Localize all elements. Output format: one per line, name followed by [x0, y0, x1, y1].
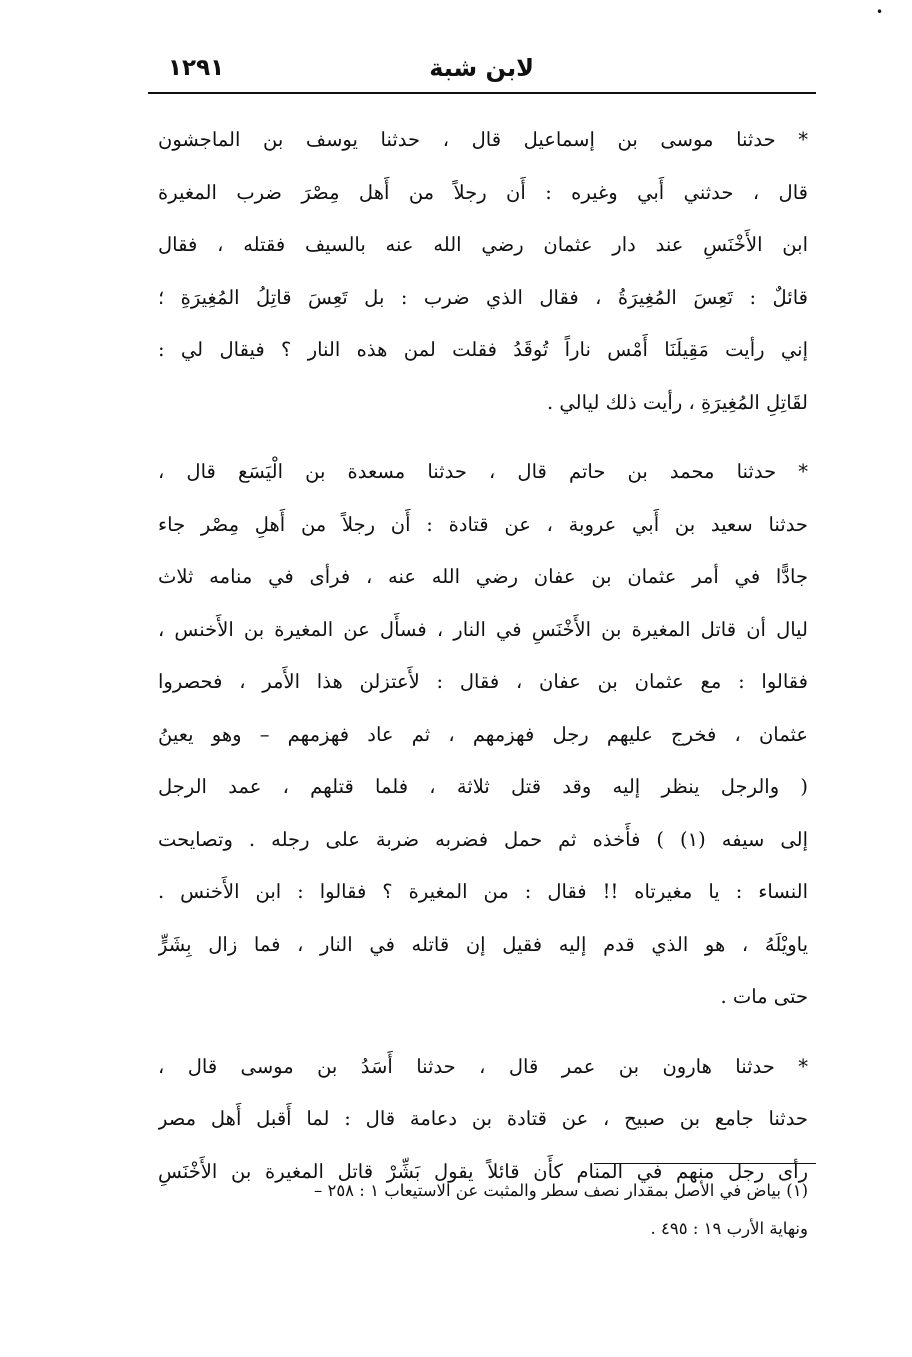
corner-mark: •: [876, 5, 884, 19]
text-line: ياويْلَهُ ، هو الذي قدم إليه فقيل إن قاتله في النار ، فما زال بِشَرٍّ: [158, 932, 808, 956]
text-line: * حدثنا موسى بن إسماعيل قال ، حدثنا يوسف بن الماجشون: [158, 128, 808, 151]
page-header: [148, 42, 816, 92]
text-line: لقَاتِلِ المُغِيرَةِ ، رأيت ذلك ليالي .: [547, 390, 808, 414]
text-line: عثمان ، فخرج عليهم رجل فهزمهم ، ثم عاد فهزمهم – وهو يعينُ: [158, 722, 808, 746]
text-line: ليال أن قاتل المغيرة بن الأَخْنَسِ في النار ، فسأَل عن المغيرة بن الأَخنس ،: [158, 617, 808, 641]
running-title: لابن شبة: [429, 54, 534, 82]
text-line: حتى مات .: [720, 985, 808, 1008]
main-text: [158, 114, 808, 1198]
text-line: إني رأيت مَقِيلَنَا أَمْس ناراً تُوقَدُ فقلت لمن هذه النار ؟ فيقال لي :: [158, 338, 808, 361]
text-line: فقالوا : مع عثمان بن عفان ، فقال : لأَعتزلن هذا الأَمر ، فحصروا: [158, 670, 808, 693]
text-line: رأى رجل منهم في المنام كأَن قائلاً يقول بَشِّرْ قاتل المغيرة بن الأَخْنَسِ: [158, 1159, 808, 1183]
text-line: قائلٌ : تَعِسَ المُغِيرَةُ ، فقال الذي ضرب : بل تَعِسَ قاتِلُ المُغِيرَةِ ؛: [158, 285, 808, 309]
text-line: قال ، حدثني أَبي وغيره : أَن رجلاً من أَهل مِصْرَ ضرب المغيرة: [158, 180, 808, 204]
text-line: * حدثنا محمد بن حاتم قال ، حدثنا مسعدة بن الْيَسَع قال ،: [158, 460, 808, 483]
text-line: النساء : يا مغيرتاه !! فقال : من المغيرة ؟ فقالوا : ابن الأَخنس .: [158, 880, 808, 903]
footnote-line: (١) بياض في الأصل بمقدار نصف سطر والمثبت عن الاستيعاب ١ : ٢٥٨ –: [313, 1181, 808, 1200]
text-line: ابن الأَخْنَسِ عند دار عثمان رضي الله عنه بالسيف فقتله ، فقال: [158, 233, 808, 256]
text-line: حدثنا جامع بن صبيح ، عن قتادة بن دعامة قال : لما أَقبل أَهل مصر: [158, 1107, 808, 1130]
paragraph-gap: [158, 1024, 808, 1041]
header-rule: [148, 92, 816, 94]
text-line: حدثنا سعيد بن أَبي عروبة ، عن قتادة : أَن رجلاً من أَهلِ مِصْر جاء: [158, 512, 808, 536]
page-number: ١٢٩١: [168, 55, 225, 81]
footnote: [158, 1172, 808, 1248]
text-line: * حدثنا هارون بن عمر قال ، حدثنا أَسَدُ بن موسى قال ،: [158, 1054, 808, 1078]
footnote-rule: [594, 1163, 816, 1164]
text-line: جادًّا في أمر عثمان بن عفان رضي الله عنه ، فرأى في منامه ثلاث: [158, 565, 808, 588]
text-line: ( والرجل ينظر إليه وقد قتل ثلاثة ، فلما قتلهم ، عمد الرجل: [158, 775, 808, 798]
paragraph-gap: [158, 429, 808, 446]
paragraph-2: [158, 446, 808, 1024]
paragraph-1: [158, 114, 808, 429]
footnote-line: ونهاية الأرب ١٩ : ٤٩٥ .: [650, 1219, 808, 1238]
text-line: إلى سيفه (١) ) فأَخذه ثم حمل فضربه ضربة على رجله . وتصايحت: [158, 827, 808, 851]
